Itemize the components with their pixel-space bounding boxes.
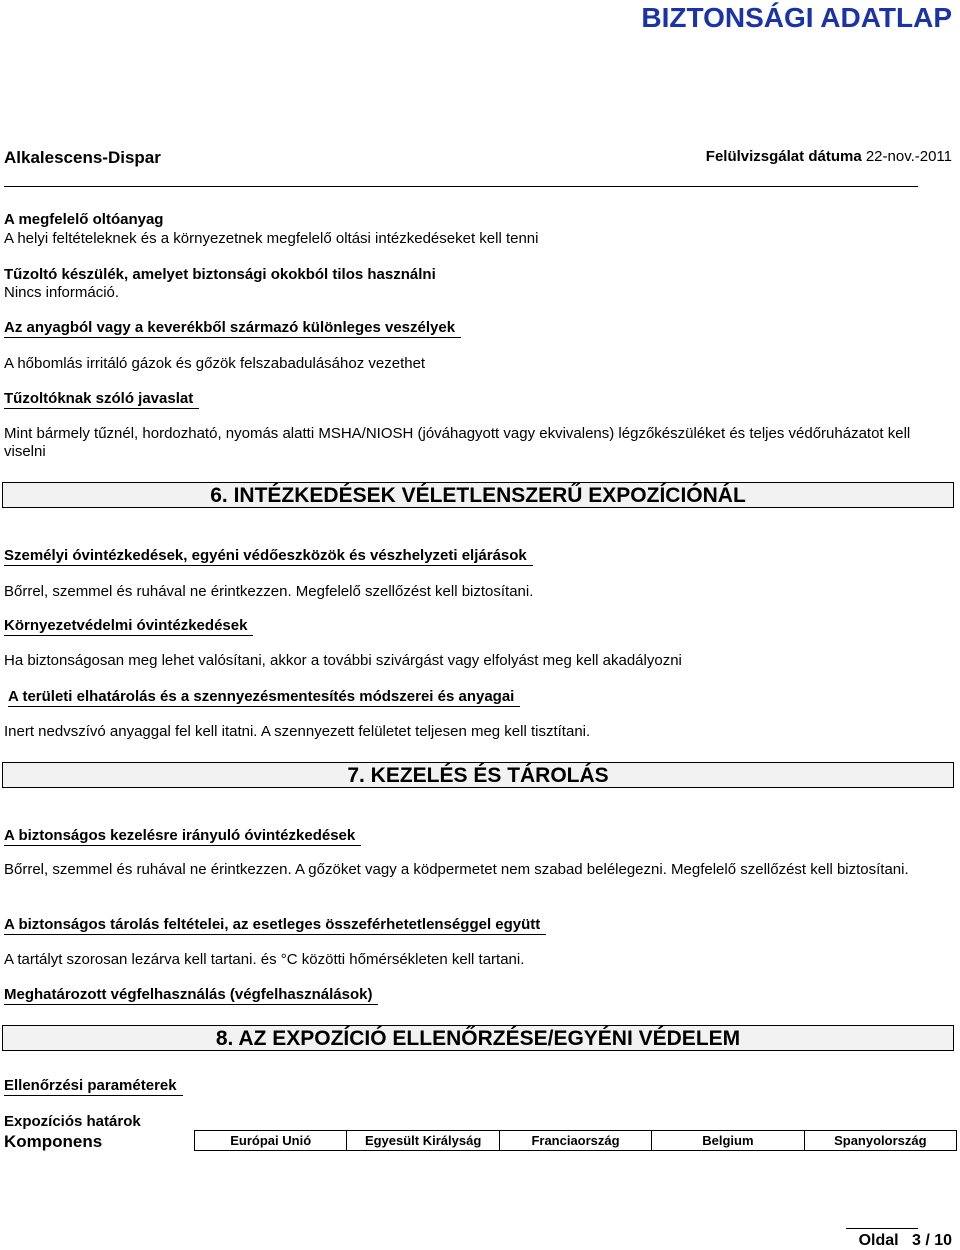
column-header-uk: Egyesült Királyság (347, 1131, 499, 1150)
page-number: 3 / 10 (911, 1232, 952, 1249)
page-label: Oldal (858, 1232, 899, 1249)
product-name: Alkalescens-Dispar (4, 148, 161, 167)
special-hazards-text: A hőbomlás irritáló gázok és gőzök felszabadulásához vezethet (4, 355, 426, 372)
extinguishing-media-heading: A megfelelő oltóanyag (4, 211, 164, 228)
component-label: Komponens (4, 1132, 103, 1151)
firefighter-advice-heading: Tűzoltóknak szóló javaslat (4, 390, 199, 409)
environmental-precautions-heading: Környezetvédelmi óvintézkedések (4, 617, 253, 636)
revision-date-value: 22-nov.-2011 (865, 148, 952, 165)
extinguishing-media-text: A helyi feltételeknek és a környezetnek megfelelő oltási intézkedéseket kell tenni (4, 230, 539, 247)
unsuitable-media-text: Nincs információ. (4, 284, 120, 301)
column-header-eu: Európai Unió (195, 1131, 347, 1150)
control-parameters-heading: Ellenőrzési paraméterek (4, 1077, 183, 1096)
section-7-title: 7. KEZELÉS ÉS TÁROLÁS (2, 762, 954, 788)
safe-handling-heading: A biztonságos kezelésre irányuló óvintézkedések (4, 827, 361, 846)
header-divider (4, 186, 918, 187)
containment-methods-text: Inert nedvszívó anyaggal fel kell itatni. A szennyezett felületet teljesen meg kell tisztítani. (4, 723, 591, 740)
safe-handling-text: Bőrrel, szemmel és ruhával ne érintkezzen. A gőzöket vagy a ködpermetet nem szabad belélegezni. Megfelelő szellőzést kell biztosítani. (4, 861, 909, 878)
column-header-spain: Spanyolország (834, 1133, 927, 1148)
column-header-france: Franciaország (500, 1131, 652, 1150)
firefighter-advice-text: Mint bármely tűznél, hordozható, nyomás alatti MSHA/NIOSH (jóváhagyott vagy ekvivalens) légzőkészüléket és teljes védőruházatot kell viselni (4, 425, 911, 460)
section-6-title: 6. INTÉZKEDÉSEK VÉLETLENSZERŰ EXPOZÍCIÓNÁL (2, 482, 954, 508)
document-title: BIZTONSÁGI ADATLAP (641, 2, 952, 33)
safe-storage-text: A tartályt szorosan lezárva kell tartani. és °C közötti hőmérsékleten kell tartani. (4, 951, 525, 968)
environmental-precautions-text: Ha biztonságosan meg lehet valósítani, akkor a további szivárgást vagy elfolyást meg kell akadályozni (4, 652, 682, 669)
revision-label: Felülvizsgálat dátuma (705, 148, 862, 165)
exposure-limits-heading: Expozíciós határok (4, 1113, 141, 1130)
safe-storage-heading: A biztonságos tárolás feltételei, az esetleges összeférhetetlenséggel együtt (4, 916, 546, 935)
section-8-title: 8. AZ EXPOZÍCIÓ ELLENŐRZÉSE/EGYÉNI VÉDELEM (2, 1025, 954, 1051)
special-hazards-heading: Az anyagból vagy a keverékből származó különleges veszélyek (4, 319, 461, 338)
end-use-heading: Meghatározott végfelhasználás (végfelhasználások) (4, 986, 378, 1005)
revision-date (706, 148, 952, 165)
unsuitable-media-heading: Tűzoltó készülék, amelyet biztonsági okokból tilos használni (4, 266, 436, 283)
containment-methods-heading: A területi elhatárolás és a szennyezésmentesítés módszerei és anyagai (8, 688, 520, 707)
personal-precautions-heading: Személyi óvintézkedések, egyéni védőeszközök és vészhelyzeti eljárások (4, 547, 533, 566)
column-header-belgium: Belgium (652, 1131, 804, 1150)
page-indicator (859, 1232, 952, 1250)
footer-divider (846, 1228, 918, 1229)
exposure-limits-table-header (194, 1130, 957, 1151)
personal-precautions-text: Bőrrel, szemmel és ruhával ne érintkezzen. Megfelelő szellőzést kell biztosítani. (4, 583, 534, 600)
